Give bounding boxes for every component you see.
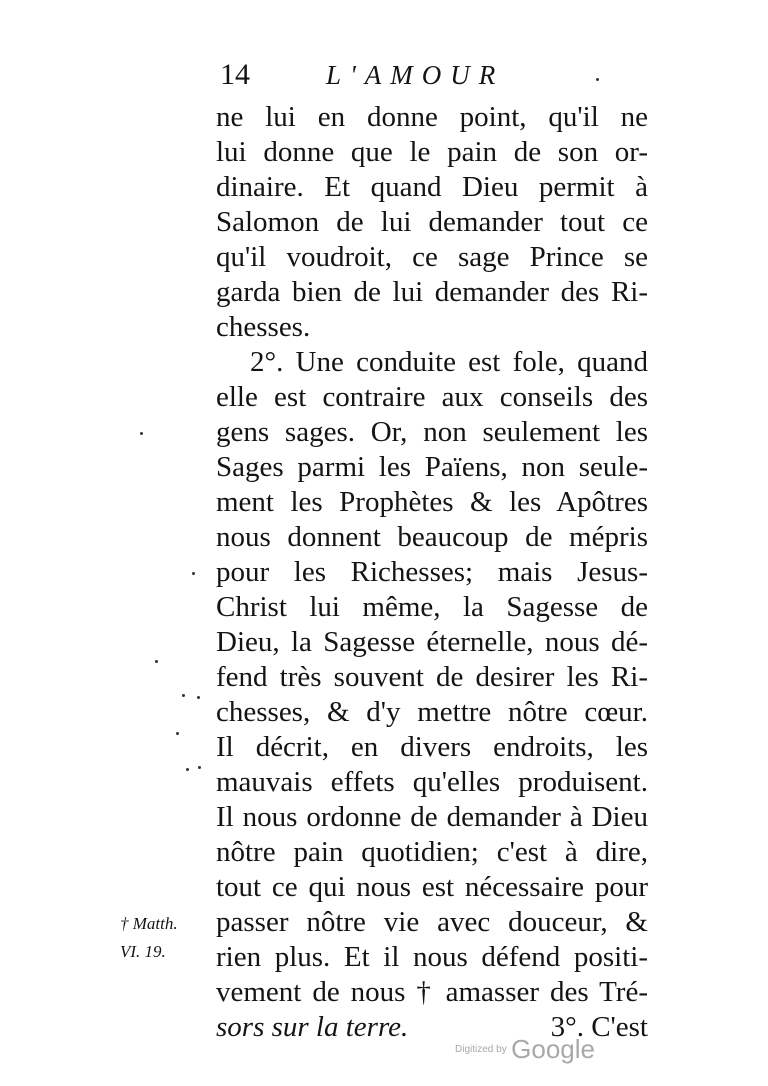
scan-speck	[186, 768, 189, 771]
scan-speck	[197, 696, 200, 699]
text-line: chesses, & d'y mettre nôtre cœur.	[216, 696, 648, 728]
text-line: tout ce qui nous est nécessaire pour	[216, 871, 648, 903]
text-line: passer nôtre vie avec douceur, &	[216, 906, 648, 938]
scan-speck	[192, 572, 195, 575]
scan-speck	[155, 660, 158, 663]
text-line: ment les Prophètes & les Apôtres	[216, 486, 648, 518]
text-line: 2°. Une conduite est fole, quand	[250, 346, 648, 378]
text-line: sors sur la terre.	[216, 1011, 409, 1043]
digitized-watermark	[455, 1034, 595, 1065]
text-line: Salomon de lui demander tout ce	[216, 206, 648, 238]
text-line: lui donne que le pain de son or-	[216, 136, 648, 168]
text-line: vement de nous † amasser des Tré-	[216, 976, 648, 1008]
text-line: nôtre pain quotidien; c'est à dire,	[216, 836, 648, 868]
scan-speck	[596, 78, 599, 81]
text-line: rien plus. Et il nous défend positi-	[216, 941, 648, 973]
margin-note-line: VI. 19.	[120, 942, 166, 961]
watermark-prefix: Digitized by	[455, 1044, 507, 1055]
google-logo: Google	[511, 1034, 595, 1064]
text-line: chesses.	[216, 311, 311, 343]
text-line: dinaire. Et quand Dieu permit à	[216, 171, 648, 203]
text-line: Dieu, la Sagesse éternelle, nous dé-	[216, 626, 648, 658]
text-line: mauvais effets qu'elles produisent.	[216, 766, 648, 798]
scan-speck	[140, 432, 143, 435]
scan-speck	[182, 694, 185, 697]
text-line: Il nous ordonne de demander à Dieu	[216, 801, 648, 833]
running-title: L'AMOUR	[326, 60, 505, 90]
text-line: Il décrit, en divers endroits, les	[216, 731, 648, 763]
text-line: elle est contraire aux conseils des	[216, 381, 648, 413]
margin-note	[120, 910, 210, 966]
text-line: nous donnent beaucoup de mépris	[216, 521, 648, 553]
page-header	[214, 58, 644, 98]
text-line: qu'il voudroit, ce sage Prince se	[216, 241, 648, 273]
text-line: gens sages. Or, non seulement les	[216, 416, 648, 448]
text-line: Sages parmi les Païens, non seule-	[216, 451, 648, 483]
text-line: fend très souvent de desirer les Ri-	[216, 661, 648, 693]
text-line: pour les Richesses; mais Jesus-	[216, 556, 648, 588]
scan-speck	[176, 732, 179, 735]
body-text	[216, 100, 648, 1045]
margin-note-line: † Matth.	[120, 914, 178, 933]
page-number: 14	[220, 58, 250, 91]
text-line: Christ lui même, la Sagesse de	[216, 591, 648, 623]
text-line: garda bien de lui demander des Ri-	[216, 276, 648, 308]
text-line: ne lui en donne point, qu'il ne	[216, 101, 648, 133]
scan-speck	[198, 766, 201, 769]
catchword: 3°. C'est	[550, 1011, 648, 1043]
